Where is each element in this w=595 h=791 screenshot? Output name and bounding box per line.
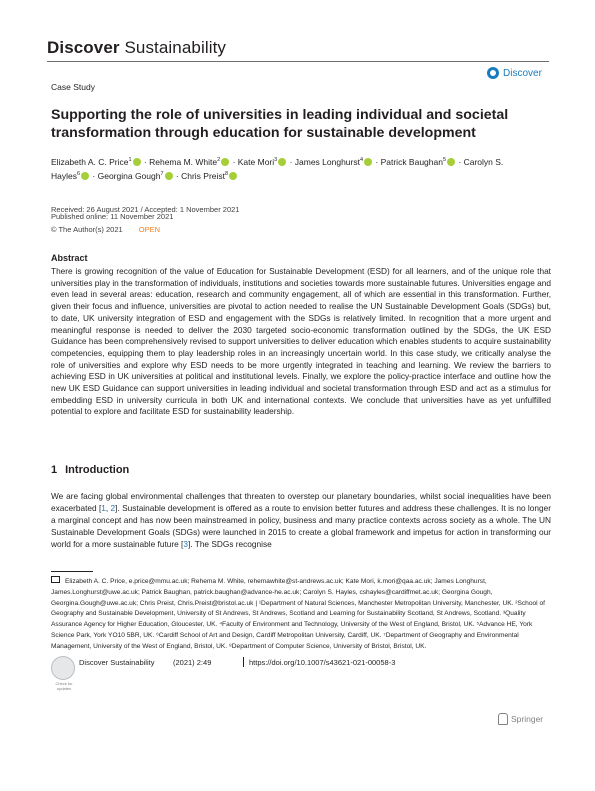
citation-link[interactable]: 1 bbox=[101, 503, 106, 513]
header-divider bbox=[47, 61, 549, 62]
published-date: Published online: 11 November 2021 bbox=[51, 212, 174, 221]
section-title: Introduction bbox=[65, 464, 130, 476]
affiliation-number: 8 bbox=[225, 171, 229, 177]
abstract-text: There is growing recognition of the value of Education for Sustainable Development (ESD) for all learners, and of the unique role that universities play in the transformation of individuals, institutions and societies towards more sustainable futures. Universities engage and even lead in several areas: education, research and community engagement, all of which are essential in this transformation. Further, given their focus and influence, universities are pivotal to action needed to realise the UN Sustainable Development Goals (SDGs) but, to date, UK university integration of ESD and engagement with the SDGs is relatively limited. In recognition that a more urgent and meaningful response is needed to deliver the 2030 targeted socio-economic transformation outlined by the SDGs, the UK ESD Guidance has been comprehensively revised to support universities to deliver education which enables students to acquire sustainability competencies, equipping them to play leadership roles in an increasingly uncertain world. In this case study, we critically analyse the role of universities and explore why ESD needs to be more urgently integrated in teaching and learning. We review the barriers to achieving ESD in UK universities at political and institutional levels. Finally, we explore the policy-practice interface and outline how the new UK ESD Guidance can support universities in leading individual and societal transformation through ESD and act as a stimulus for embedding ESD in university curricula in both UK and international contexts. We conclude that universities have as yet unfulfilled potential to explore and facilitate ESD for sustainability leadership. bbox=[51, 266, 551, 417]
footnote-rule bbox=[51, 571, 93, 572]
discover-logo-icon bbox=[487, 67, 499, 79]
author-name[interactable]: Rehema M. White bbox=[149, 157, 218, 167]
affiliation-number: 5 bbox=[442, 157, 447, 163]
affiliations-text: Elizabeth A. C. Price, e.price@mmu.ac.uk; Rehema M. White, rehemawhite@st-andrews.ac.uk; Kate Mori, k.mori@qaa.ac.uk; James Longhurst, James.Longhurst@uwe.ac.uk; Patrick Baughan, patrick.baughan@advance-he.ac.uk; Carolyn S. Hayles, cshayles@cardiffmet.ac.uk; Georgina Gough, Georgina.Gough@uwe.ac.uk; Chris Preist, Chris.Preist@bristol.ac.uk | ¹Department of Natural Sciences, Manchester Metropolitan University, Manchester, UK. ²School of Geography and Sustainable Development, University of St Andrews, St Andrews, Scotland and Learning for Sustainability Scotland, St Andrews, Scotland. ³Quality Assurance Agency for Higher Education, Gloucester, UK. ⁴Faculty of Environment and Technology, University of the West of England, Bristol, UK. ⁵Advance HE, York Science Park, York YO10 5BR, UK. ⁶Cardiff School of Art and Design, Cardiff Metropolitan University, Cardiff, UK. ⁷Department of Geography and Environmental Management, University of the West of England, Bristol, UK. ⁸Department of Computer Science, University of Bristol, Bristol, UK. bbox=[51, 578, 545, 650]
affiliation-number: 6 bbox=[76, 171, 81, 177]
orcid-icon[interactable] bbox=[133, 158, 141, 166]
springer-horse-icon bbox=[498, 713, 508, 725]
orcid-icon[interactable] bbox=[229, 172, 237, 180]
discover-badge[interactable] bbox=[487, 67, 542, 79]
journal-title: Discover Sustainability bbox=[47, 38, 227, 57]
section-heading-introduction bbox=[51, 464, 137, 476]
orcid-icon[interactable] bbox=[447, 158, 455, 166]
crossmark-icon[interactable] bbox=[51, 656, 75, 680]
open-access-badge[interactable]: OPEN bbox=[138, 225, 161, 234]
author-name[interactable]: Carolyn S. Hayles bbox=[51, 157, 504, 181]
publisher-label: Springer bbox=[511, 714, 544, 724]
mail-icon bbox=[51, 576, 60, 583]
orcid-icon[interactable] bbox=[364, 158, 372, 166]
citation-link[interactable]: 2 bbox=[110, 503, 116, 513]
orcid-icon[interactable] bbox=[81, 172, 89, 180]
orcid-icon[interactable] bbox=[165, 172, 173, 180]
affiliation-number: 2 bbox=[217, 157, 221, 163]
footer-volume: (2021) 2:49 bbox=[173, 658, 212, 667]
article-title: Supporting the role of universities in leading individual and societal transformation through education for sustainable development bbox=[51, 107, 509, 141]
affiliation-number: 3 bbox=[274, 157, 278, 163]
author-name[interactable]: Patrick Baughan bbox=[380, 157, 443, 167]
citation-link[interactable]: 3 bbox=[183, 539, 188, 549]
author-name[interactable]: Georgina Gough bbox=[97, 171, 161, 181]
discover-label: Discover bbox=[503, 67, 542, 79]
author-name[interactable]: Elizabeth A. C. Price bbox=[51, 157, 129, 167]
publisher-logo bbox=[498, 713, 543, 725]
orcid-icon[interactable] bbox=[221, 158, 229, 166]
footer-divider bbox=[243, 657, 244, 667]
author-name[interactable]: James Longhurst bbox=[294, 157, 360, 167]
footer-journal: Discover Sustainability bbox=[79, 658, 155, 667]
author-affiliations-footnote bbox=[51, 576, 551, 653]
copyright-line bbox=[51, 225, 160, 234]
author-name[interactable]: Chris Preist bbox=[181, 171, 226, 181]
abstract-heading: Abstract bbox=[51, 253, 88, 263]
author-name[interactable]: Kate Mori bbox=[237, 157, 275, 167]
affiliation-number: 7 bbox=[160, 171, 164, 177]
section-number: 1 bbox=[51, 464, 58, 476]
article-type: Case Study bbox=[51, 82, 95, 92]
orcid-icon[interactable] bbox=[278, 158, 286, 166]
copyright: © The Author(s) 2021 bbox=[51, 225, 123, 234]
affiliation-number: 4 bbox=[359, 157, 364, 163]
received-accepted-dates: Received: 26 August 2021 / Accepted: 1 November 2021 bbox=[51, 205, 240, 214]
introduction-paragraph: We are facing global environmental challenges that threaten to overstep our planetary boundaries, whilst social inequalities have been exacerbated [1, 2]. Sustainable development is offered as a route to envision better futures and address these challenges. It is no longer a marginal concept and has now been mainstreamed in policy, business and many practice contexts across society as a whole. The UN Sustainable Development Goals (SDGs) were launched in 2015 to create a global framework and impetus for action in transforming our world for a more sustainable future [3]. The SDGs recognise bbox=[51, 491, 551, 549]
doi-link[interactable]: https://doi.org/10.1007/s43621-021-00058-3 bbox=[249, 658, 396, 667]
author-list: Elizabeth A. C. Price$^1$ · Rehema M. White$^2$ · Kate Mori$^3$ · James Longhurst$^4$ · Patrick Baughan$^5$ · Carolyn S. Hayles$^6$ · Georgina Gough$^7$ · Chris Preist$^8$ bbox=[51, 157, 504, 181]
affiliation-number: 1 bbox=[128, 157, 132, 163]
crossmark-label: Check for updates bbox=[55, 681, 73, 691]
